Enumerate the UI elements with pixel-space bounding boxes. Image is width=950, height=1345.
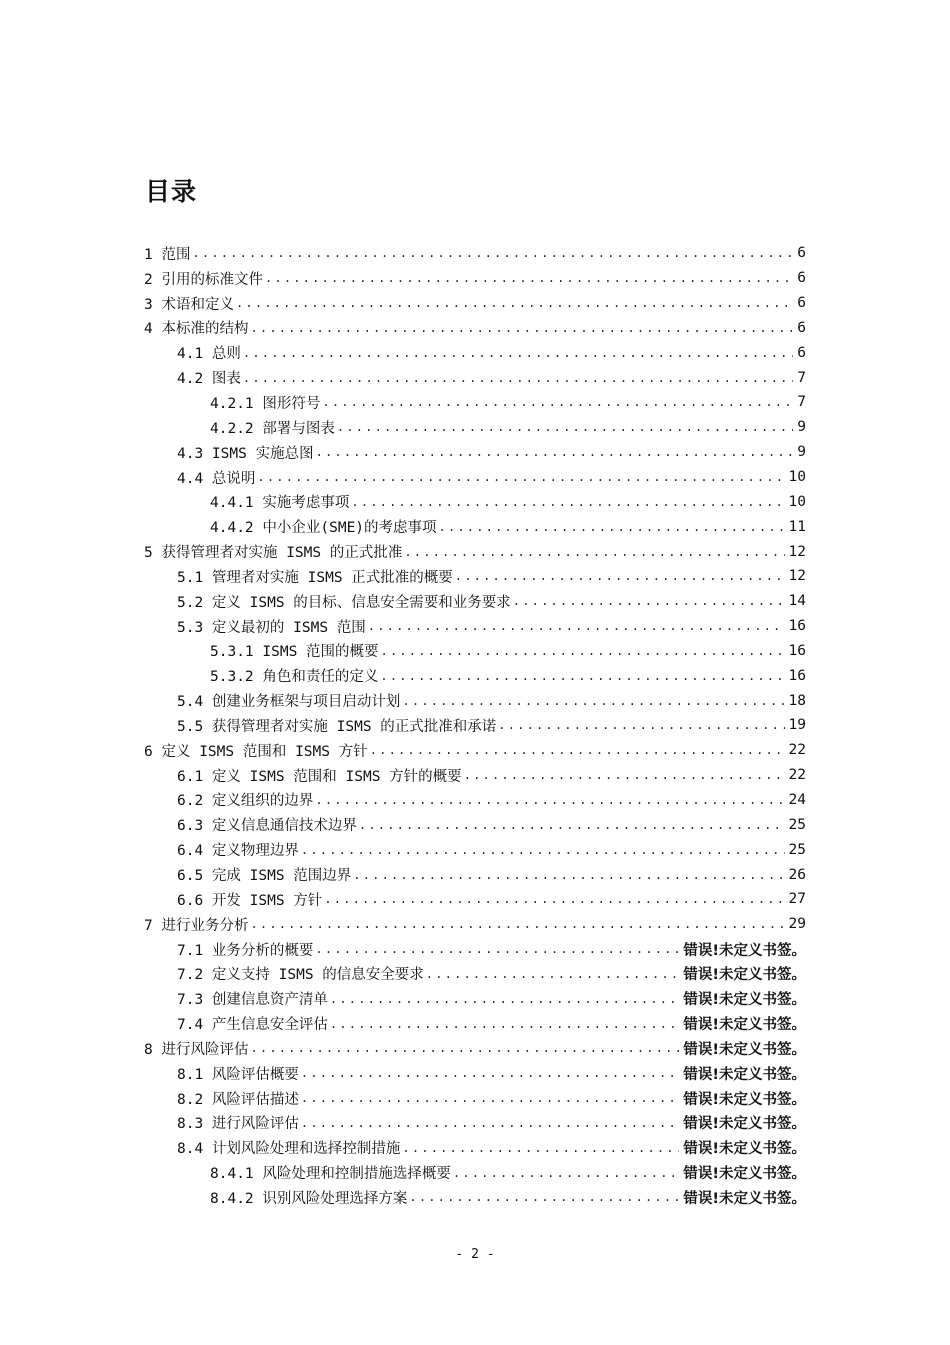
toc-entry-label: 5.3.1 ISMS 范围的概要: [210, 644, 379, 661]
toc-entry[interactable]: [144, 961, 806, 986]
toc-leader-dots: [353, 868, 784, 882]
toc-leader-dots: [250, 917, 784, 931]
toc-entry-page: 10: [788, 469, 806, 486]
toc-entry-label: 1 范围: [144, 246, 191, 263]
toc-leader-dots: [301, 1091, 679, 1105]
toc-entry-page: 6: [797, 270, 806, 287]
toc-entry[interactable]: [144, 812, 806, 837]
toc-entry-page: 24: [788, 791, 806, 808]
toc-leader-dots: [464, 768, 785, 782]
toc-entry-page: 错误!未定义书签。: [683, 1017, 806, 1034]
toc-leader-dots: [301, 1066, 679, 1080]
toc-leader-dots: [257, 470, 784, 484]
toc-entry[interactable]: [144, 514, 806, 539]
toc-leader-dots: [324, 892, 784, 906]
toc-entry[interactable]: [144, 614, 806, 639]
toc-leader-dots: [402, 694, 784, 708]
toc-entry-page: 16: [788, 618, 806, 635]
toc-leader-dots: [455, 569, 785, 583]
toc-entry[interactable]: [144, 1111, 806, 1136]
toc-leader-dots: [301, 1116, 679, 1130]
toc-entry-label: 6.4 定义物理边界: [177, 843, 299, 860]
toc-entry-label: 7.4 产生信息安全评估: [177, 1017, 328, 1034]
toc-entry[interactable]: [144, 1086, 806, 1111]
toc-entry-label: 6.3 定义信息通信技术边界: [177, 818, 357, 835]
toc-entry-label: 6.5 完成 ISMS 范围边界: [177, 868, 352, 885]
toc-entry-label: 7 进行业务分析: [144, 917, 249, 934]
toc-entry-page: 7: [797, 369, 806, 386]
toc-entry[interactable]: [144, 340, 806, 365]
toc-leader-dots: [330, 1017, 679, 1031]
toc-leader-dots: [380, 669, 784, 683]
toc-entry-page: 9: [797, 444, 806, 461]
toc-entry-page: 10: [788, 493, 806, 510]
toc-entry-label: 8.4.2 识别风险处理选择方案: [210, 1190, 408, 1207]
toc-entry[interactable]: [144, 862, 806, 887]
toc-entry-label: 5 获得管理者对实施 ISMS 的正式批准: [144, 545, 403, 562]
toc-entry[interactable]: [144, 663, 806, 688]
toc-entry[interactable]: [144, 688, 806, 713]
toc-entry[interactable]: [144, 887, 806, 912]
toc-entry-label: 6.6 开发 ISMS 方针: [177, 892, 323, 909]
toc-leader-dots: [301, 843, 785, 857]
toc-entry-label: 7.3 创建信息资产清单: [177, 992, 328, 1009]
toc-entry[interactable]: [144, 1185, 806, 1210]
toc-entry[interactable]: [144, 440, 806, 465]
toc-entry[interactable]: [144, 788, 806, 813]
toc-entry-page: 26: [788, 866, 806, 883]
toc-leader-dots: [315, 793, 784, 807]
toc-entry[interactable]: [144, 986, 806, 1011]
toc-entry-label: 4.4.2 中小企业(SME)的考虑事项: [210, 520, 437, 537]
toc-entry-page: 25: [788, 841, 806, 858]
toc-entry-page: 错误!未定义书签。: [683, 967, 806, 984]
toc-entry[interactable]: [144, 713, 806, 738]
toc-entry-page: 错误!未定义书签。: [683, 1041, 806, 1058]
toc-leader-dots: [453, 1166, 679, 1180]
toc-leader-dots: [265, 271, 793, 285]
toc-leader-dots: [439, 520, 785, 534]
page-number: - 2 -: [455, 1247, 495, 1262]
toc-entry-label: 8.4.1 风险处理和控制措施选择概要: [210, 1166, 451, 1183]
toc-entry[interactable]: [144, 1160, 806, 1185]
toc-entry-label: 4.4 总说明: [177, 470, 256, 487]
toc-leader-dots: [236, 296, 793, 310]
toc-entry[interactable]: [144, 639, 806, 664]
toc-leader-dots: [370, 743, 785, 757]
toc-leader-dots: [337, 420, 793, 434]
toc-leader-dots: [368, 619, 785, 633]
toc-leader-dots: [381, 644, 785, 658]
toc-entry-page: 18: [788, 692, 806, 709]
toc-entry[interactable]: [144, 912, 806, 937]
toc-entry-label: 4.4.1 实施考虑事项: [210, 495, 350, 512]
toc-entry[interactable]: [144, 415, 806, 440]
toc-leader-dots: [243, 371, 793, 385]
toc-leader-dots: [315, 942, 679, 956]
toc-entry-label: 5.1 管理者对实施 ISMS 正式批准的概要: [177, 569, 453, 586]
toc-entry-page: 14: [788, 593, 806, 610]
toc-entry[interactable]: [144, 291, 806, 316]
toc-entry[interactable]: [144, 837, 806, 862]
toc-entry-label: 8 进行风险评估: [144, 1041, 249, 1058]
toc-entry-label: 4.2 图表: [177, 371, 241, 388]
toc-entry-label: 4.2.2 部署与图表: [210, 420, 335, 437]
toc-entry-label: 6 定义 ISMS 范围和 ISMS 方针: [144, 743, 368, 760]
toc-entry-page: 错误!未定义书签。: [683, 1116, 806, 1133]
toc-entry-page: 错误!未定义书签。: [683, 992, 806, 1009]
toc-entry-page: 29: [788, 916, 806, 933]
toc-entry-label: 8.3 进行风险评估: [177, 1116, 299, 1133]
toc-leader-dots: [426, 967, 680, 981]
toc-leader-dots: [243, 346, 793, 360]
toc-entry[interactable]: [144, 390, 806, 415]
toc-leader-dots: [402, 1141, 679, 1155]
toc-entry[interactable]: [144, 1036, 806, 1061]
toc-entry-page: 7: [797, 394, 806, 411]
toc-entry[interactable]: [144, 316, 806, 341]
toc-entry-page: 16: [788, 642, 806, 659]
toc-entry-page: 错误!未定义书签。: [683, 942, 806, 959]
toc-entry-label: 3 术语和定义: [144, 296, 234, 313]
toc-entry[interactable]: [144, 937, 806, 962]
toc-entry-page: 6: [797, 295, 806, 312]
toc-entry-page: 错误!未定义书签。: [683, 1091, 806, 1108]
toc-entry[interactable]: [144, 241, 806, 266]
table-of-contents: [144, 241, 806, 1210]
toc-entry-label: 7.2 定义支持 ISMS 的信息安全要求: [177, 967, 424, 984]
toc-entry-label: 5.5 获得管理者对实施 ISMS 的正式批准和承诺: [177, 718, 497, 735]
toc-entry[interactable]: [144, 1011, 806, 1036]
toc-entry[interactable]: [144, 738, 806, 763]
toc-entry[interactable]: [144, 465, 806, 490]
toc-entry[interactable]: [144, 266, 806, 291]
toc-entry-page: 19: [788, 717, 806, 734]
toc-entry-page: 错误!未定义书签。: [683, 1066, 806, 1083]
toc-entry-label: 5.3.2 角色和责任的定义: [210, 669, 379, 686]
toc-entry-label: 4 本标准的结构: [144, 321, 249, 338]
toc-leader-dots: [404, 545, 784, 559]
toc-entry[interactable]: [144, 564, 806, 589]
toc-entry[interactable]: [144, 763, 806, 788]
toc-entry-page: 9: [797, 419, 806, 436]
toc-entry-page: 22: [788, 767, 806, 784]
toc-entry[interactable]: [144, 589, 806, 614]
toc-entry-label: 5.4 创建业务框架与项目启动计划: [177, 694, 401, 711]
toc-leader-dots: [192, 246, 793, 260]
toc-leader-dots: [498, 718, 784, 732]
page-title: 目录: [145, 177, 198, 206]
toc-leader-dots: [316, 445, 794, 459]
toc-entry-page: 6: [797, 319, 806, 336]
toc-entry-label: 7.1 业务分析的概要: [177, 942, 314, 959]
toc-entry[interactable]: [144, 1135, 806, 1160]
toc-leader-dots: [513, 594, 785, 608]
toc-leader-dots: [409, 1190, 679, 1204]
toc-entry-label: 6.1 定义 ISMS 范围和 ISMS 方针的概要: [177, 768, 462, 785]
toc-leader-dots: [250, 1041, 679, 1055]
toc-entry-page: 11: [788, 518, 806, 535]
toc-entry-label: 8.4 计划风险处理和选择控制措施: [177, 1141, 401, 1158]
toc-entry-page: 25: [788, 816, 806, 833]
toc-leader-dots: [322, 395, 793, 409]
toc-entry-page: 27: [788, 891, 806, 908]
toc-leader-dots: [250, 321, 793, 335]
toc-entry-page: 16: [788, 667, 806, 684]
toc-entry-page: 12: [788, 568, 806, 585]
toc-entry[interactable]: [144, 489, 806, 514]
toc-entry-label: 5.2 定义 ISMS 的目标、信息安全需要和业务要求: [177, 594, 511, 611]
toc-entry-label: 4.3 ISMS 实施总图: [177, 445, 314, 462]
toc-entry-label: 5.3 定义最初的 ISMS 范围: [177, 619, 366, 636]
toc-entry-label: 4.1 总则: [177, 346, 241, 363]
toc-entry-page: 12: [788, 543, 806, 560]
toc-leader-dots: [359, 818, 785, 832]
toc-entry-page: 错误!未定义书签。: [683, 1166, 806, 1183]
toc-entry-label: 4.2.1 图形符号: [210, 395, 321, 412]
toc-entry-label: 2 引用的标准文件: [144, 271, 263, 288]
toc-entry-label: 8.2 风险评估描述: [177, 1091, 299, 1108]
toc-leader-dots: [351, 495, 784, 509]
toc-entry-page: 22: [788, 742, 806, 759]
toc-leader-dots: [330, 992, 679, 1006]
toc-entry-page: 6: [797, 245, 806, 262]
toc-entry-label: 8.1 风险评估概要: [177, 1066, 299, 1083]
toc-entry-label: 6.2 定义组织的边界: [177, 793, 314, 810]
toc-entry[interactable]: [144, 365, 806, 390]
toc-entry-page: 6: [797, 344, 806, 361]
toc-entry[interactable]: [144, 1061, 806, 1086]
toc-entry-page: 错误!未定义书签。: [683, 1190, 806, 1207]
toc-entry-page: 错误!未定义书签。: [683, 1141, 806, 1158]
toc-entry[interactable]: [144, 539, 806, 564]
